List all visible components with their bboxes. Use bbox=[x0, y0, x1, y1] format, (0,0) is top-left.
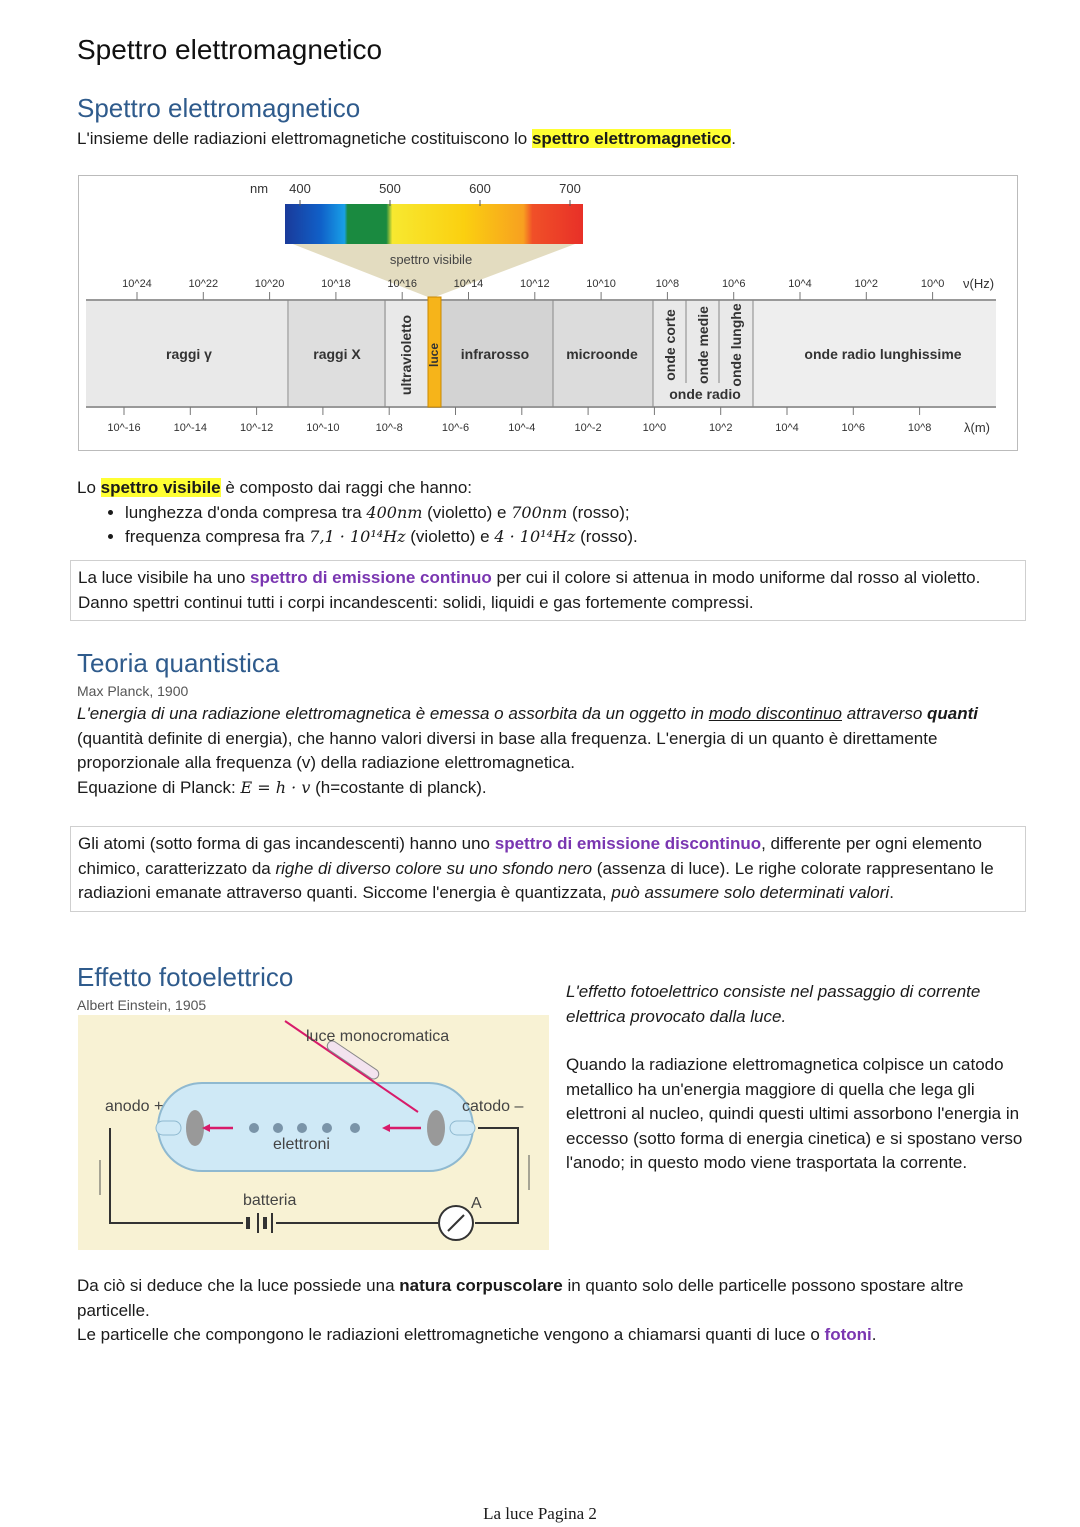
frequency-tick: 10^6 bbox=[721, 278, 746, 290]
wavelength-tick: 10^-8 bbox=[375, 422, 403, 434]
page-title: Spettro elettromagnetico bbox=[77, 34, 383, 65]
photoelectric-description: Quando la radiazione elettromagnetica colpisce un catodo metallico ha un'energia maggiore di quella che lega gli elettroni al nucleo, quindi questi ultimi assorbono l'energia in eccesso (sotto forma di energia cinetica) e si spostano verso l'anodo; in questo modo viene trasportata la corrente. bbox=[566, 1055, 1023, 1172]
label-anode: anodo + bbox=[105, 1098, 164, 1115]
highlight-term: spettro visibile bbox=[100, 478, 221, 497]
band-x-rays: raggi X bbox=[313, 346, 361, 362]
frequency-tick: 10^22 bbox=[188, 278, 219, 290]
frequency-tick: 10^16 bbox=[387, 278, 418, 290]
band-long-waves: onde lunghe bbox=[728, 303, 744, 387]
nm-tick: 500 bbox=[379, 181, 401, 196]
highlight-term: spettro elettromagnetico bbox=[531, 129, 732, 148]
wavelength-tick: 10^2 bbox=[708, 422, 733, 434]
visible-label: spettro visibile bbox=[389, 252, 473, 267]
spectrum-intro bbox=[77, 127, 736, 152]
wavelength-tick: 10^-2 bbox=[574, 422, 602, 434]
wavelength-tick: 10^-16 bbox=[107, 422, 141, 434]
electromagnetic-spectrum-diagram bbox=[78, 175, 1018, 451]
band-very-long-radio: onde radio lunghissime bbox=[804, 346, 962, 362]
frequency-tick: 10^18 bbox=[321, 278, 351, 290]
band-ultraviolet: ultravioletto bbox=[398, 314, 414, 396]
band-infrared: infrarosso bbox=[460, 346, 530, 362]
discontinuous-spectrum-box: Gli atomi (sotto forma di gas incandescenti) hanno uno spettro di emissione discontinuo, differente per ogni elemento chimico, caratterizzato da righe di diverso colore su uno sfondo nero (assenza di luce). Le righe colorate rappresentano le radiazioni emanate attraverso quanti. Siccome l'energia è quantizzata, può assumere solo determinati valori. bbox=[70, 826, 1026, 912]
author: Max Planck, 1900 bbox=[77, 683, 189, 699]
quantum-text: L'energia di una radiazione elettromagnetica è emessa o assorbita da un oggetto in modo discontinuo attraverso quanti (quantità definite di energia), che hanno valori diversi in base alla frequenza. L'energia di un quanto è direttamente proporzionale alla frequenza (v) della radiazione elettromagnetica. Equazione di Planck: E = h · v (h=costante di planck). bbox=[77, 704, 979, 797]
visible-intro: Lo spettro visibile è composto dai raggi che hanno: bbox=[77, 478, 473, 497]
label-light: luce monocromatica bbox=[306, 1028, 450, 1045]
frequency-tick: 10^12 bbox=[519, 278, 550, 290]
label-battery: batteria bbox=[243, 1192, 297, 1209]
wavelength-tick: 10^4 bbox=[775, 422, 799, 434]
wavelength-tick: 10^6 bbox=[841, 422, 866, 434]
frequency-tick: 10^24 bbox=[122, 278, 152, 290]
wavelength-tick: 10^8 bbox=[907, 422, 932, 434]
photoelectric-text bbox=[566, 980, 1026, 1176]
visible-color-bar bbox=[285, 204, 583, 244]
band-light: luce bbox=[427, 342, 441, 368]
nm-tick: 700 bbox=[559, 181, 581, 196]
band-gamma: raggi γ bbox=[166, 346, 212, 362]
text: . bbox=[731, 129, 736, 148]
wavelength-tick: 10^-6 bbox=[441, 422, 470, 434]
page-footer: La luce Pagina 2 bbox=[483, 1504, 597, 1523]
frequency-tick: 10^10 bbox=[586, 278, 616, 290]
band-medium-waves: onde medie bbox=[695, 306, 711, 384]
conclusion: Da ciò si deduce che la luce possiede una natura corpuscolare in quanto solo delle particelle possono spostare altre particelle. Le particelle che compongono le radiazioni elettromagnetiche vengono a chiamarsi quanti di luce o fotoni. bbox=[77, 1276, 964, 1344]
nm-tick: 400 bbox=[289, 181, 311, 196]
photoelectric-diagram bbox=[78, 1015, 549, 1250]
frequency-tick: 10^4 bbox=[788, 278, 812, 290]
section-heading-quantum: Teoria quantistica bbox=[77, 648, 280, 678]
anode-plate bbox=[186, 1110, 204, 1146]
label-cathode: catodo – bbox=[462, 1098, 524, 1115]
author: Albert Einstein, 1905 bbox=[77, 997, 207, 1013]
wavelength-tick: 10^-4 bbox=[508, 422, 536, 434]
frequency-tick: 10^2 bbox=[854, 278, 879, 290]
frequency-unit: ν(Hz) bbox=[963, 276, 995, 291]
wavelength-unit: λ(m) bbox=[964, 420, 990, 435]
section-heading-photoelectric: Effetto fotoelettrico bbox=[77, 962, 294, 992]
continuous-spectrum-box: La luce visibile ha uno spettro di emissione continuo per cui il colore si attenua in modo uniforme dal rosso al violetto. Danno spettri continui tutti i corpi incandescenti: solidi, liquidi e gas fortemente compressi. bbox=[70, 560, 1026, 621]
wavelength-tick: 10^-10 bbox=[306, 422, 340, 434]
photoelectric-definition: L'effetto fotoelettrico consiste nel passaggio di corrente elettrica provocato dalla luce. bbox=[566, 982, 981, 1026]
label-electrons: elettroni bbox=[273, 1136, 330, 1153]
list-item: • frequenza compresa fra 7,1 · 10¹⁴Hz (violetto) e 4 · 10¹⁴Hz (rosso). bbox=[125, 525, 1037, 550]
visible-spectrum-section bbox=[77, 476, 1037, 550]
planck-equation: E = h · v bbox=[240, 777, 311, 797]
section-heading-spectrum: Spettro elettromagnetico bbox=[77, 93, 361, 123]
visible-list bbox=[77, 501, 1037, 550]
term: spettro di emissione continuo bbox=[250, 568, 492, 587]
band-microwaves: microonde bbox=[566, 346, 638, 362]
frequency-tick: 10^14 bbox=[453, 278, 484, 290]
frequency-tick: 10^20 bbox=[254, 278, 285, 290]
cathode-plate bbox=[427, 1110, 445, 1146]
nm-tick: 600 bbox=[469, 181, 491, 196]
wavelength-tick: 10^-14 bbox=[173, 422, 207, 434]
band-radio: onde radio bbox=[669, 386, 741, 402]
band-short-waves: onde corte bbox=[662, 309, 678, 381]
wavelength-tick: 10^0 bbox=[642, 422, 667, 434]
list-item: • lunghezza d'onda compresa tra 400nm (violetto) e 700nm (rosso); bbox=[125, 501, 1037, 526]
text: L'insieme delle radiazioni elettromagnetiche costituiscono lo bbox=[77, 129, 532, 148]
frequency-tick: 10^0 bbox=[920, 278, 945, 290]
label-ammeter: A bbox=[471, 1195, 482, 1212]
wavelength-tick: 10^-12 bbox=[239, 422, 274, 434]
nm-label: nm bbox=[250, 181, 269, 196]
frequency-tick: 10^8 bbox=[655, 278, 680, 290]
